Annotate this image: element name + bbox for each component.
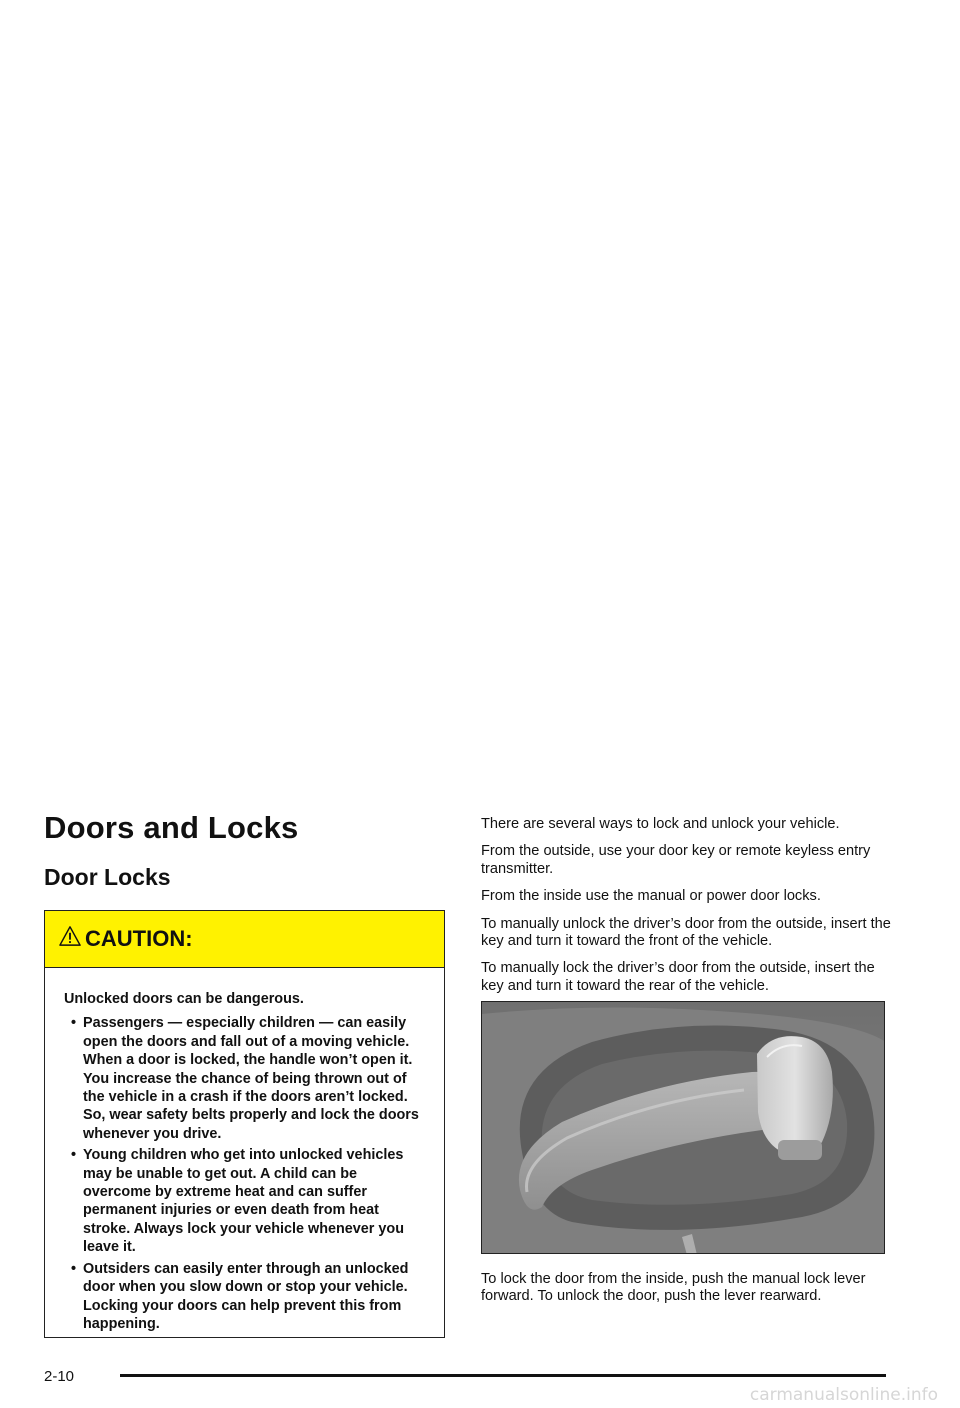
caution-bullet: • Young children who get into unlocked vehicles may be unable to get out. A child can be overcome by extreme heat and can suffer permanent injuries or even death from heat stroke. Always lock your vehicle whenever you leave it. <box>64 1146 428 1256</box>
paragraph: From the outside, use your door key or remote keyless entry transmitter. <box>481 843 871 877</box>
right-column-text <box>481 816 901 1005</box>
watermark: carmanualsonline.info <box>749 1385 938 1405</box>
paragraph: There are several ways to lock and unlock your vehicle. <box>481 816 840 832</box>
door-handle-illustration <box>482 1002 885 1254</box>
warning-triangle-icon <box>59 925 81 947</box>
caution-title: CAUTION: <box>85 926 193 951</box>
footer-rule <box>120 1374 886 1377</box>
paragraph: To manually unlock the driver’s door from the outside, insert the key and turn it toward the front of the vehicle. <box>481 915 891 950</box>
paragraph: To manually lock the driver’s door from the outside, insert the key and turn it toward the rear of the vehicle. <box>481 960 875 994</box>
page-number: 2-10 <box>44 1368 75 1385</box>
caution-box <box>44 910 445 1338</box>
section-title: Doors and Locks <box>44 810 299 845</box>
caution-bullet: • Passengers — especially children — can easily open the doors and fall out of a moving vehicle. When a door is locked, the handle won’t open it. You increase the chance of being thrown out of the vehicle in a crash if the doors aren’t locked. So, wear safety belts properly and lock the doors whenever you drive. <box>64 1014 428 1143</box>
after-photo-paragraph: To lock the door from the inside, push the manual lock lever forward. To unlock the door, push the lever rearward. <box>481 1271 866 1305</box>
caution-list <box>64 1014 428 1333</box>
subsection-title: Door Locks <box>44 864 171 890</box>
caution-intro: Unlocked doors can be dangerous. <box>64 991 304 1007</box>
caution-bullet: • Outsiders can easily enter through an unlocked door when you slow down or stop your vehicle. Locking your doors can help prevent this from happening. <box>64 1260 428 1334</box>
door-handle-photo <box>481 1001 885 1254</box>
caution-header <box>45 911 444 968</box>
paragraph: From the inside use the manual or power door locks. <box>481 888 821 905</box>
caution-body <box>45 968 444 1333</box>
